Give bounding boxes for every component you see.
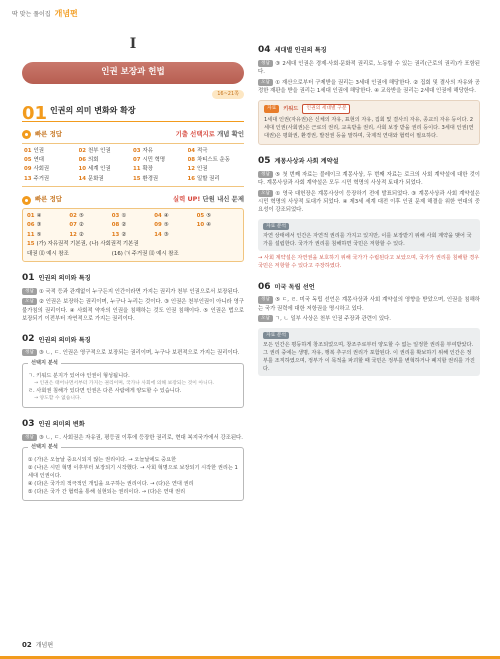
unit-number: I <box>129 36 137 52</box>
answer-text: ③ <box>163 231 169 238</box>
answer-item <box>154 221 196 229</box>
answer-item-note: (16) ㈀ 주거권 ⑾ 예시 참조 <box>111 250 179 257</box>
right-column <box>258 34 480 376</box>
answer-number: 13 <box>24 175 32 182</box>
question-title: 인권의 의미와 특징 <box>38 336 91 344</box>
answer-item <box>197 212 239 220</box>
answer-item <box>24 147 79 155</box>
answer-number: 07 <box>133 156 141 163</box>
explanation-text: ① 재산으로부터 구제받을 권리는 3세대 인권에 해당한다. ② 집회 및 결사의 자유와 공정한 재판을 받을 권리는 1세대 인권에 해당한다. ④ 교육받을 권리는 2세대 인권에 해당한다. <box>258 79 480 95</box>
bullet-icon <box>22 130 31 139</box>
sublabel-highlight: 기출 선택지로 <box>175 129 215 138</box>
quick-answer-label: 빠른 정답 <box>35 195 62 204</box>
answer-tag: 오답 <box>22 298 37 305</box>
answer-text: 시민 혁명 <box>142 156 166 163</box>
explanation-paragraph <box>22 349 244 357</box>
lesson-header <box>22 90 244 124</box>
choice-analysis-line: → 인권은 태어나면서부터 가지는 권리이며, 국가나 사회에 의해 보장되는 것이 아니다. <box>34 380 214 386</box>
question-title: 인권의 의미와 특징 <box>38 275 91 283</box>
question-title: 세대별 인권의 특징 <box>274 47 327 55</box>
series-name: 딱 맞는 풀이집 <box>12 10 51 18</box>
answer-item <box>24 165 79 173</box>
answer-number: 04 <box>154 213 162 220</box>
question-05 <box>258 155 480 215</box>
answer-item-note: 대권 ⑾ 예시 참조 <box>27 250 69 257</box>
left-questions <box>22 272 244 501</box>
answer-item <box>133 165 188 173</box>
choice-analysis-box <box>22 443 244 501</box>
answer-text: 문화권 <box>88 175 104 182</box>
question-number: 01 <box>22 272 35 283</box>
answer-text: 일할 권리 <box>197 175 220 182</box>
question-header <box>22 272 244 286</box>
answer-text: 확장 <box>142 166 153 173</box>
answer-number: 16 <box>187 175 196 182</box>
answer-tag: 정답 <box>22 349 37 356</box>
answer-tag: 오답 <box>258 79 273 86</box>
question-title: 계몽사상과 사회 계약설 <box>274 158 339 166</box>
explanation-paragraph <box>258 171 480 188</box>
quick-answer-grid <box>22 208 244 262</box>
answer-text: ② <box>78 222 84 229</box>
explanation-text: ① 국적 등과 관계없이 누구든지 인간이라면 가지는 권리가 천부 인권으로서 보장된다. <box>38 288 240 295</box>
answer-item <box>133 156 188 164</box>
explanation-paragraph <box>258 296 480 313</box>
answer-number: 01 <box>24 147 32 154</box>
explanation-text: ③ ㄴ, ㄷ. 인권은 영구적으로 보장되는 권리이며, 누구나 보편적으로 가지는 권리이다. <box>38 350 240 357</box>
answer-number: 05 <box>24 156 32 163</box>
answer-item <box>133 147 188 155</box>
explanation-text: ⑤ 첫 번째 자료는 블레이크 계몽사상, 두 번째 자료는 로크의 사회 계약설에 대한 것이다. 계몽사상과 사회 계약설은 모두 시민 혁명의 사상적 토대가 되었다. <box>258 171 480 187</box>
explanation-text: ③ 2세대 인권은 경제·사회·문화적 권리로, 노동할 수 있는 권리(근로의 권리)가 포함된다. <box>258 60 480 76</box>
keyword-box <box>258 100 480 145</box>
answer-number: 03 <box>133 147 141 154</box>
explanation-text: ② 인권은 보장하는 권리이며, 누구나 누리는 것이다. ③ 인권은 천부인권이 아니라 영구불가침의 권리이다. ④ 사회적 약자의 인권을 침해하는 것도 인권 침해이다. ⑤ 인권은 법으로 보장되기 이전부터 자연적으로 가지는 권리이다. <box>22 299 244 322</box>
sublabel-highlight: 실력 UP! <box>172 195 201 204</box>
answer-item <box>197 221 239 229</box>
answer-tag: 오답 <box>258 315 273 322</box>
answer-number: 10 <box>78 166 87 173</box>
answer-item <box>188 147 243 155</box>
question-header <box>258 281 480 295</box>
answer-text: 세계 인권 <box>88 166 111 173</box>
answer-tag: 정답 <box>258 60 273 67</box>
answer-item <box>188 175 243 183</box>
answer-number: 13 <box>111 231 120 238</box>
answer-item <box>24 156 79 164</box>
quick-check-header <box>22 130 244 140</box>
document-text: 모든 인간은 평등하게 창조되었으며, 창조주로부터 양도할 수 없는 일정한 권리를 부여받았다. 그 권리 중에는 생명, 자유, 행복 추구의 권리가 포함된다. 이 권리를 확보하기 위해 인간은 정부를 조직하였으며, 정부가 이 목적을 파괴할 때 국민은 정부를 변혁하거나 폐지할 권리를 가진다. <box>263 342 475 373</box>
quick-check-label: 빠른 정답 <box>35 129 62 138</box>
question-header <box>258 155 480 169</box>
document-box-2 <box>258 328 480 377</box>
answer-text: 연대 <box>33 156 44 163</box>
question-number: 02 <box>22 334 35 345</box>
answer-text: ② <box>121 231 127 238</box>
bullet-icon <box>22 196 31 205</box>
quick-check-grid <box>22 143 244 188</box>
answer-text: 의회 <box>88 156 99 163</box>
sublabel-rest: 개념 확인 <box>214 129 244 138</box>
answer-number: 10 <box>196 222 205 229</box>
answer-tag: 정답 <box>258 296 273 303</box>
answer-number: 06 <box>78 156 87 163</box>
explanation-paragraph <box>258 315 480 323</box>
document-box-1 <box>258 219 480 252</box>
answer-item <box>79 165 134 173</box>
answer-item <box>69 221 111 229</box>
choice-analysis-line: → 양도할 수 없습니다. <box>34 396 82 402</box>
answer-text: ② <box>78 231 84 238</box>
answer-number: 12 <box>187 166 196 173</box>
sublabel-rest: 단원 내신 문제 <box>200 195 244 204</box>
document-tag: 자료 분석 <box>263 223 289 230</box>
answer-number: 12 <box>69 231 77 238</box>
answer-item <box>79 175 134 183</box>
answer-item <box>154 231 196 239</box>
choice-analysis-line: ② (나)은 시민 혁명 이후부터 보장되기 시작했다. → 사회 혁명으로 보장되기 시작한 권리는 1세대 인권이다. <box>28 465 238 480</box>
keyword-header <box>264 104 474 113</box>
answer-item <box>79 156 134 164</box>
answer-number: 07 <box>69 222 77 229</box>
answer-number: 14 <box>154 231 162 238</box>
question-header <box>258 44 480 58</box>
explanation-text: ⑤ ㄷ, ㄹ. 미국 독립 선언은 계몽사상과 사회 계약설의 영향을 받았으며, 인권을 침해하는 국가 권력에 대한 저항권을 명시하고 있다. <box>258 297 480 312</box>
answer-item <box>69 212 111 220</box>
answer-text: 차티스트 운동 <box>197 156 230 163</box>
answer-text: 적극 <box>197 147 208 154</box>
document-tag: 자료 분석 <box>263 332 289 339</box>
page-range-badge: 16~21쪽 <box>212 90 244 100</box>
answer-number: 09 <box>154 222 162 229</box>
answer-number: 06 <box>27 222 35 229</box>
answer-number: 14 <box>78 175 87 182</box>
keyword-topic: 인권의 세대별 구분 <box>302 104 350 113</box>
lesson-title: 인권의 의미 변화와 확장 <box>50 105 136 115</box>
answer-text: ④ <box>163 213 169 220</box>
question-number: 03 <box>22 418 35 429</box>
answer-number: 01 <box>27 213 35 220</box>
unit-banner: 인권 보장과 헌법 <box>22 62 244 84</box>
question-number: 05 <box>258 156 271 167</box>
explanation-paragraph <box>22 434 244 442</box>
question-header <box>22 333 244 347</box>
answer-number: 15 <box>27 241 35 248</box>
document-note: → 사회 계약설은 자연권을 보호하기 위해 국가가 수립된다고 보았으며, 국가가 권리를 침해할 경우 국민은 저항할 수 있다고 주장하였다. <box>258 255 480 270</box>
choice-analysis-box <box>22 359 244 408</box>
keyword-label: 키워드 <box>283 106 299 113</box>
answer-item <box>112 212 154 220</box>
answer-item <box>154 212 196 220</box>
page-header <box>12 8 78 20</box>
answer-text: 환경권 <box>142 175 159 182</box>
answer-item <box>112 221 154 229</box>
choice-analysis-line: ㄱ. 키워드 분지가 있어야 인권이 형성됩니다. <box>28 372 130 379</box>
answer-text: ② <box>121 222 127 229</box>
quick-answer-sublabel <box>173 195 244 205</box>
choice-analysis-title: 선택지 분석 <box>28 359 61 367</box>
answer-text: ③ <box>36 222 42 229</box>
answer-text: 자유 <box>142 147 153 154</box>
answer-item <box>133 175 188 183</box>
answer-number: 08 <box>111 222 120 229</box>
section-title: 개념편 <box>54 9 78 18</box>
answer-item <box>188 165 243 173</box>
question-number: 06 <box>258 281 271 292</box>
question-title: 미국 독립 선언 <box>274 283 315 291</box>
answer-text: ⑤ <box>206 213 211 220</box>
answer-number: 05 <box>196 213 205 220</box>
explanation-paragraph <box>22 298 244 323</box>
page-footer <box>22 640 53 651</box>
answer-tag: 오답 <box>258 190 273 197</box>
quick-check-sublabel <box>176 130 244 140</box>
answer-number: 02 <box>69 213 77 220</box>
explanation-text: ① 영국 대헌장은 계몽사상이 등장하기 전에 발표되었다. ③ 계몽사상과 사회 계약설은 시민 혁명의 사상적 토대가 되었다. ④ 제3세 세계 대전 이후 인권 문제 해결을 위한 연대의 중요성이 강조되었다. <box>258 190 480 214</box>
answer-number: 08 <box>187 156 196 163</box>
answer-item <box>79 147 134 155</box>
answer-number: 11 <box>133 166 141 173</box>
lesson-number: 01 <box>22 102 48 124</box>
question-number: 04 <box>258 45 271 55</box>
answer-item <box>69 231 111 239</box>
answer-text: ① <box>121 213 127 220</box>
choice-analysis-title: 선택지 분석 <box>28 443 61 451</box>
choice-analysis-line: ① (가)은 오늘날 중요시되지 않는 권리이다. → 오늘날에도 중요한 <box>28 456 177 463</box>
choice-analysis-line: ⑤ (다)은 국가 간 협력을 통해 실현되는 권리이다. → (다)은 연대 권리 <box>28 489 186 496</box>
answer-text: ⑤ <box>36 231 42 238</box>
answer-text: 주거권 <box>33 175 50 182</box>
answer-tag: 정답 <box>22 288 37 295</box>
explanation-paragraph <box>258 60 480 77</box>
question-header <box>22 418 244 432</box>
answer-item <box>188 156 243 164</box>
answer-number: 09 <box>24 166 32 173</box>
document-text: 자연 상태에서 인간은 자연적 권리를 가지고 있지만, 이를 보장받기 위해 사회 계약을 맺어 국가를 설립한다. 국가가 권리를 침해하면 국민은 저항할 수 있다. <box>263 233 472 248</box>
answer-text: (가) 자유권적 기본권, (나) 사회권적 기본권 <box>36 241 139 248</box>
page-number: 02 <box>22 641 32 650</box>
answer-number: 15 <box>133 175 141 182</box>
answer-item <box>27 231 69 239</box>
answer-text: ④ <box>206 222 211 229</box>
answer-item <box>27 221 69 229</box>
explanation-paragraph <box>258 190 480 215</box>
answer-text: 인권 <box>197 166 208 173</box>
choice-analysis-line: ㄹ. 사회권 침해가 있다면 인권은 다른 사람에게 양도할 수 있습니다. <box>28 388 182 395</box>
question-06 <box>258 281 480 324</box>
answer-text: ⑤ <box>78 213 84 220</box>
answer-number: 03 <box>111 213 120 220</box>
answer-number: 11 <box>27 231 35 238</box>
answer-item <box>27 212 69 220</box>
answer-number: 02 <box>78 147 87 154</box>
answer-text: 인권 <box>33 147 44 154</box>
keyword-tag: 자료 <box>264 105 279 112</box>
answer-item <box>112 231 154 239</box>
explanation-text: ③ ㄴ, ㄷ. 사회권은 자유권, 평등권 이후에 등장한 권리로, 현대 복지국가에서 강조된다. <box>38 434 243 441</box>
answer-item-long <box>27 240 239 248</box>
quick-answer-header <box>22 195 244 205</box>
choice-analysis-line: ④ (다)은 국가의 적극적인 개입을 요구하는 권리이다. → (다)은 연대 권리 <box>28 481 194 488</box>
answer-number: 04 <box>187 147 196 154</box>
explanation-paragraph <box>22 288 244 296</box>
explanation-text: ㄱ, ㄴ 일부 사상은 천부 인권 주장과 관련이 있다. <box>274 316 391 323</box>
left-column <box>22 34 244 501</box>
answer-text: ⑤ <box>163 222 169 229</box>
question-title: 인권 의미의 변화 <box>38 420 85 428</box>
answer-tag: 정답 <box>22 434 37 441</box>
answer-item <box>24 175 79 183</box>
explanation-paragraph <box>258 79 480 96</box>
footer-title: 개념편 <box>35 641 54 649</box>
answer-text: 사회권 <box>33 166 50 173</box>
answer-tag: 정답 <box>258 171 273 178</box>
keyword-text: 1세대 인권(자유권)은 신체의 자유, 표현의 자유, 집회 및 결사의 자유, 종교의 자유 등이다. 2세대 인권(사회권)은 근로의 권리, 교육받을 권리, 사회 보장 받을 권리 등이다. 3세대 인권(연대권)은 평화권, 환경권, 발전권 등을 말하며, 국제적 연대와 협력이 필요하다. <box>264 116 474 139</box>
answer-text: 천부 인권 <box>88 147 111 154</box>
question-04 <box>258 44 480 95</box>
answer-text: ④ <box>36 213 42 220</box>
